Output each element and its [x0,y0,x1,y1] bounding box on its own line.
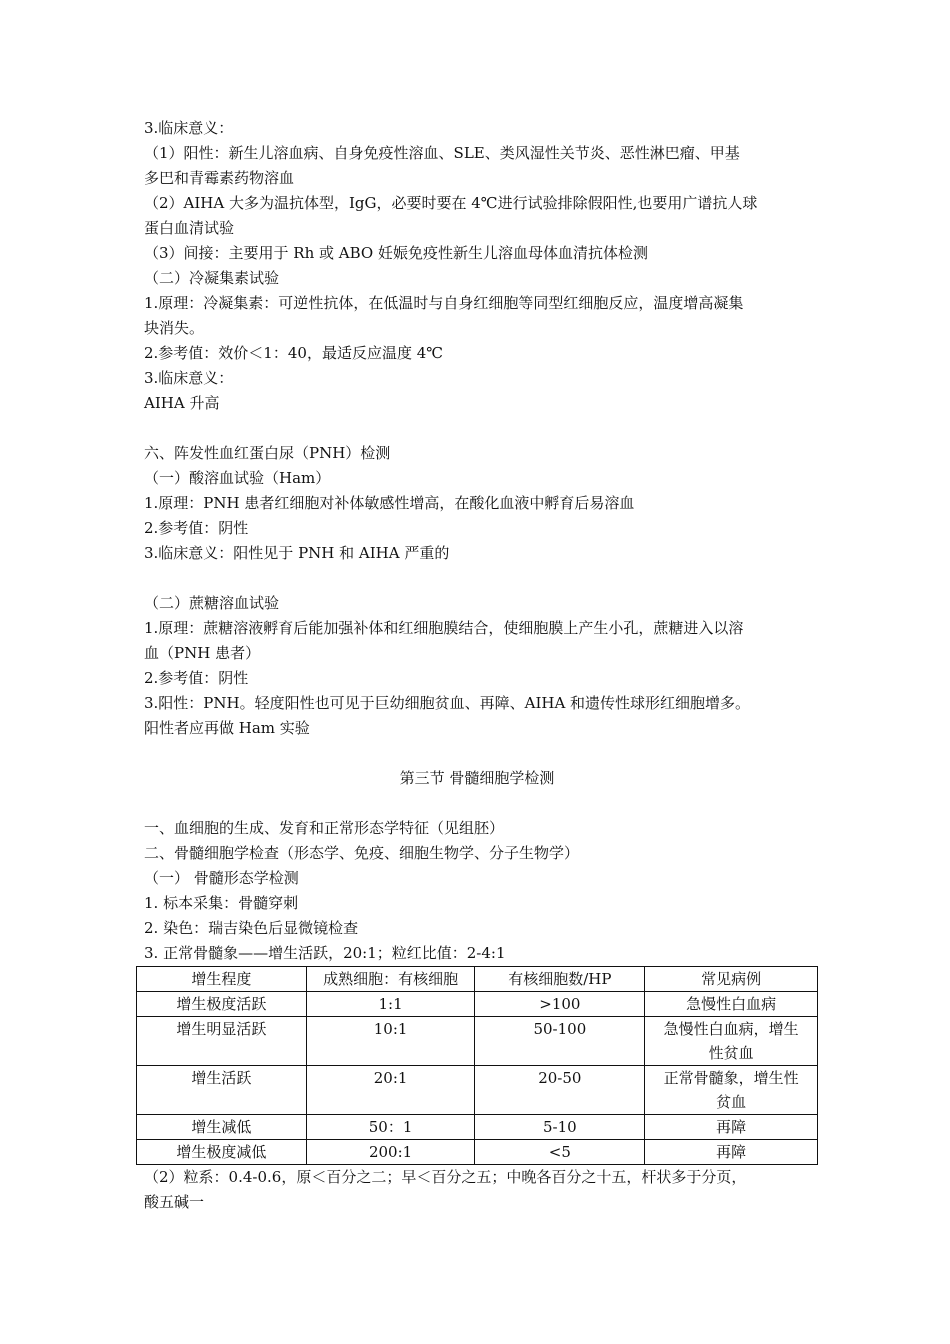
table-row [137,1115,818,1140]
table-row [137,992,818,1017]
text-line: 3.临床意义： [144,119,234,137]
text-block-top [144,116,824,766]
table-cell: 10:1 [306,1017,475,1066]
text-block-middle [144,791,824,966]
text-line: 2. 染色：瑞吉染色后显微镜检查 [144,919,359,937]
table-cell: 急慢性白血病 [645,992,818,1017]
text-line: AIHA 升高 [144,394,220,412]
text-block-bottom [144,1165,824,1215]
table-header-cell: 有核细胞数/HP [475,967,645,992]
text-line: （二）冷凝集素试验 [144,269,280,287]
text-line: 1.原理：冷凝集素：可逆性抗体，在低温时与自身红细胞等同型红细胞反应，温度增高凝集 [144,294,744,312]
text-line: （二）蔗糖溶血试验 [144,594,280,612]
table-cell: 增生活跃 [137,1066,307,1115]
text-line: 2.参考值：阴性 [144,519,249,537]
text-line: （一）酸溶血试验（Ham） [144,469,331,487]
table-cell: 增生极度减低 [137,1140,307,1165]
text-line: （2）AIHA 大多为温抗体型，IgG，必要时要在 4℃进行试验排除假阳性,也要用广谱抗人球 [144,194,758,212]
table-cell: 20:1 [306,1066,475,1115]
text-line: 2.参考值：阴性 [144,669,249,687]
table-cell: 200:1 [306,1140,475,1165]
table-cell: 增生减低 [137,1115,307,1140]
text-line: 1.原理：蔗糖溶液孵育后能加强补体和红细胞膜结合，使细胞膜上产生小孔，蔗糖进入以溶 [144,619,744,637]
table-row [137,1017,818,1066]
table-cell: 正常骨髓象，增生性 贫血 [645,1066,818,1115]
text-line: 二、骨髓细胞学检查（形态学、免疫、细胞生物学、分子生物学） [144,844,580,862]
table-cell: 再障 [645,1140,818,1165]
text-line: 蛋白血清试验 [144,219,235,237]
table-cell: 1:1 [306,992,475,1017]
hyperplasia-table [136,966,818,1165]
table-cell: 再障 [645,1115,818,1140]
table-cell: <5 [475,1140,645,1165]
section-title: 第三节 骨髓细胞学检测 [399,769,555,787]
text-line: 血（PNH 患者） [144,644,261,662]
text-line: 3.临床意义：阳性见于 PNH 和 AIHA 严重的 [144,544,450,562]
text-line: 3.阳性：PNH。轻度阳性也可见于巨幼细胞贫血、再障、AIHA 和遗传性球形红细胞增多。 [144,694,751,712]
table-cell: 急慢性白血病，增生 性贫血 [645,1017,818,1066]
text-line: 阳性者应再做 Ham 实验 [144,719,310,737]
table-cell: 20-50 [475,1066,645,1115]
table-header-cell: 成熟细胞：有核细胞 [306,967,475,992]
table-header-cell: 增生程度 [137,967,307,992]
text-line: 1.原理：PNH 患者红细胞对补体敏感性增高，在酸化血液中孵育后易溶血 [144,494,635,512]
text-line: 六、阵发性血红蛋白尿（PNH）检测 [144,444,391,462]
text-line: 3.临床意义： [144,369,234,387]
text-line: 3. 正常骨髓象——增生活跃，20:1；粒红比值：2-4:1 [144,944,506,962]
text-line: 一、血细胞的生成、发育和正常形态学特征（见组胚） [144,819,505,837]
table-cell: 增生明显活跃 [137,1017,307,1066]
text-line: （1）阳性：新生儿溶血病、自身免疫性溶血、SLE、类风湿性关节炎、恶性淋巴瘤、甲基 [144,144,740,162]
text-line: 块消失。 [144,319,205,337]
table-cell: 5-10 [475,1115,645,1140]
blank-line [144,741,824,766]
blank-line [144,416,824,441]
text-line: 1. 标本采集：骨髓穿刺 [144,894,299,912]
text-line: （2）粒系：0.4-0.6，原＜百分之二；早＜百分之五；中晚各百分之十五，杆状多于分页， [144,1168,747,1186]
text-line: （一） 骨髓形态学检测 [144,869,299,887]
blank-line [144,791,824,816]
text-line: （3）间接：主要用于 Rh 或 ABO 妊娠免疫性新生儿溶血母体血清抗体检测 [144,244,649,262]
table-header-cell: 常见病例 [645,967,818,992]
table-cell: 增生极度活跃 [137,992,307,1017]
text-line: 2.参考值：效价＜1：40，最适反应温度 4℃ [144,344,444,362]
table-header-row [137,967,818,992]
table-cell: 50-100 [475,1017,645,1066]
document-page [144,116,824,1215]
blank-line [144,566,824,591]
table-row [137,1066,818,1115]
table-row [137,1140,818,1165]
text-line: 酸五碱一 [144,1193,205,1211]
table-cell: 50：1 [306,1115,475,1140]
table-cell: >100 [475,992,645,1017]
text-line: 多巴和青霉素药物溶血 [144,169,295,187]
